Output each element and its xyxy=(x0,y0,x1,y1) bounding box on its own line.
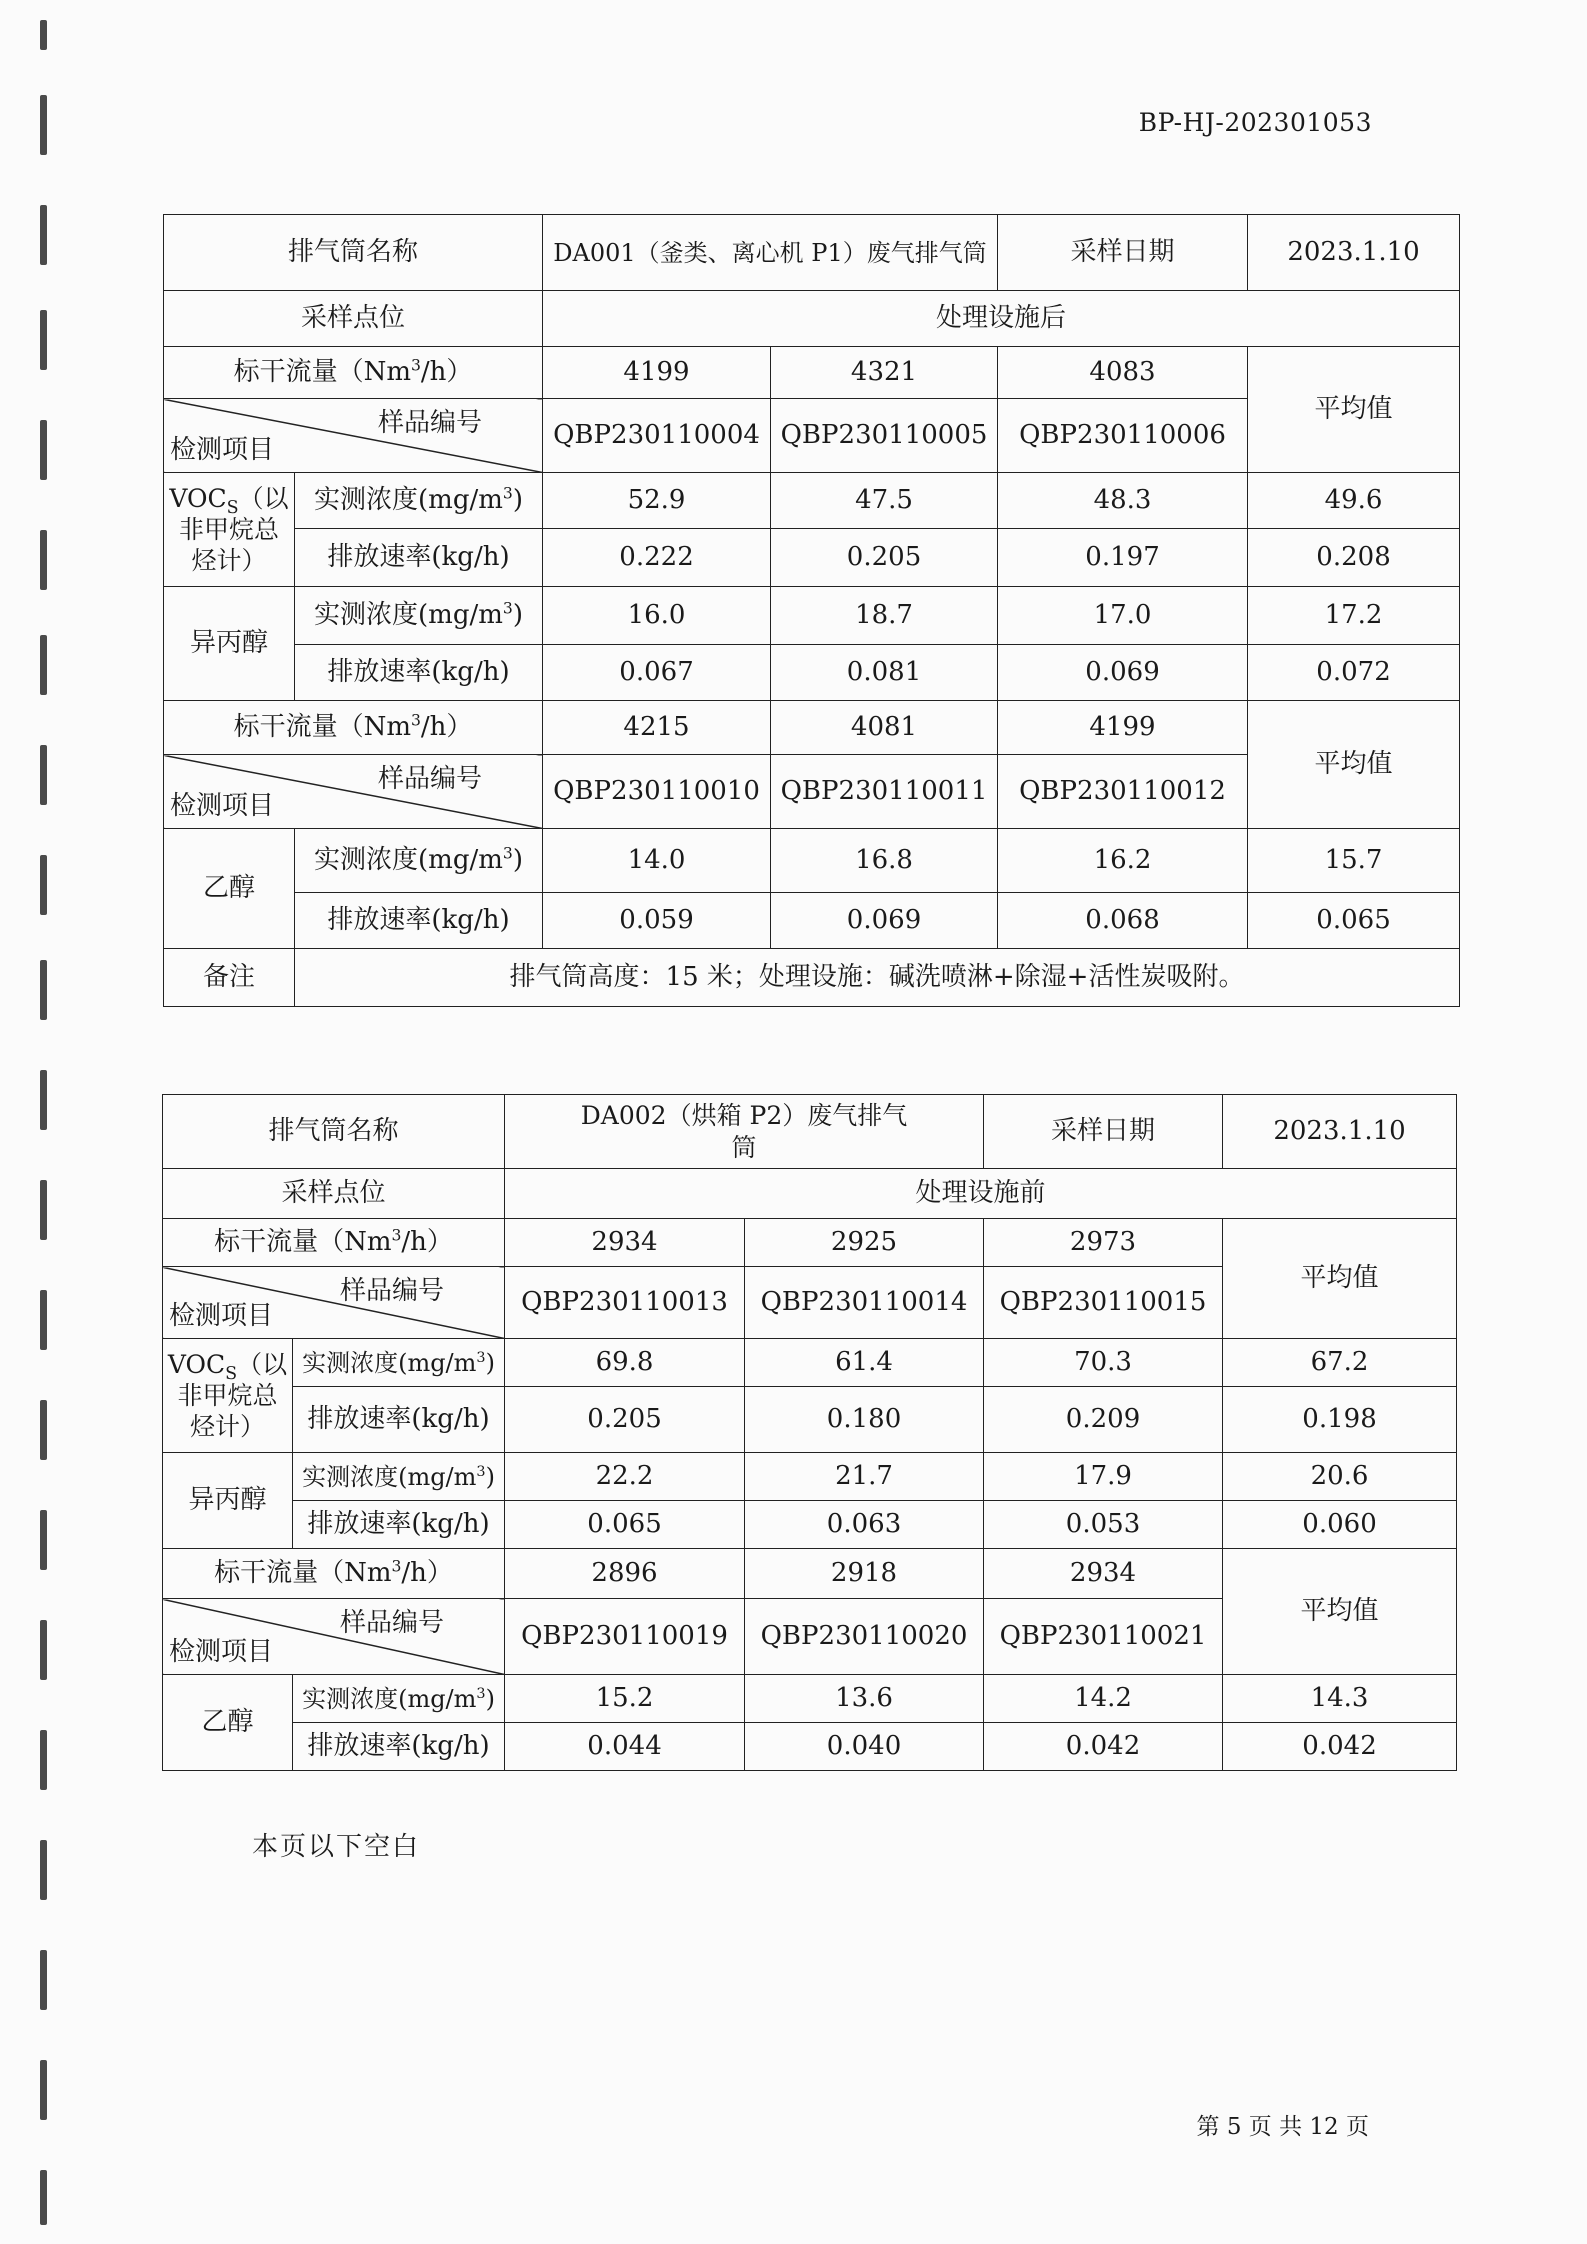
rate-label: 排放速率(kg/h) xyxy=(293,1723,505,1771)
vocs-rate: 0.180 xyxy=(745,1387,984,1453)
sample-id: QBP230110019 xyxy=(505,1599,745,1675)
rate-label: 排放速率(kg/h) xyxy=(293,1387,505,1453)
sample-id-label: 样品编号 xyxy=(340,1608,445,1638)
ipa-rate: 0.067 xyxy=(543,645,771,701)
emission-table-da002 xyxy=(162,1094,1457,1771)
flow-value: 4199 xyxy=(543,347,771,399)
binder-mark xyxy=(40,1070,47,1130)
vocs-concentration: 47.5 xyxy=(771,473,998,529)
sample-id-label: 样品编号 xyxy=(378,764,483,794)
binder-mark xyxy=(40,530,47,590)
average-header: 平均值 xyxy=(1223,1219,1457,1339)
concentration-label: 实测浓度$(mg/m^3)$ xyxy=(293,1453,505,1501)
page-number: 第 5 页 共 12 页 xyxy=(1196,2114,1369,2140)
sampling-point-value: 处理设施后 xyxy=(543,291,1460,347)
binder-mark xyxy=(40,1620,47,1680)
vocs-rate: 0.222 xyxy=(543,529,771,587)
ipa-concentration: 17.0 xyxy=(998,587,1248,645)
sample-id-label: 样品编号 xyxy=(378,408,483,438)
vocs-concentration: 52.9 xyxy=(543,473,771,529)
ipa-rate: 0.063 xyxy=(745,1501,984,1549)
vocs-rate: 0.209 xyxy=(984,1387,1223,1453)
vocs-rate-average: 0.198 xyxy=(1223,1387,1457,1453)
sample-id: QBP230110005 xyxy=(771,399,998,473)
flow-value: 4215 xyxy=(543,701,771,755)
remark-label: 备注 xyxy=(164,949,295,1007)
flow-value: 4083 xyxy=(998,347,1248,399)
binder-mark xyxy=(40,960,47,1020)
vocs-rate: 0.205 xyxy=(505,1387,745,1453)
ethanol-rate-average: 0.042 xyxy=(1223,1723,1457,1771)
ipa-concentration-average: 20.6 xyxy=(1223,1453,1457,1501)
ipa-rate: 0.069 xyxy=(998,645,1248,701)
ipa-concentration-average: 17.2 xyxy=(1248,587,1460,645)
stack-name-value: DA002（烘箱 P2）废气排气筒 xyxy=(505,1095,984,1169)
stack-name-label: 排气筒名称 xyxy=(164,215,543,291)
sampling-date-label: 采样日期 xyxy=(998,215,1248,291)
flow-value: 2918 xyxy=(745,1549,984,1599)
ethanol-label: 乙醇 xyxy=(164,829,295,949)
sample-id: QBP230110020 xyxy=(745,1599,984,1675)
binder-mark xyxy=(40,20,47,50)
sampling-date-value: 2023.1.10 xyxy=(1248,215,1460,291)
binder-mark xyxy=(40,1840,47,1900)
ipa-concentration: 18.7 xyxy=(771,587,998,645)
stack-name-label: 排气筒名称 xyxy=(163,1095,505,1169)
flow-value: 2973 xyxy=(984,1219,1223,1267)
binder-mark xyxy=(40,635,47,695)
sample-id: QBP230110006 xyxy=(998,399,1248,473)
flow-label: 标干流量（Nm$^3$/h） xyxy=(164,347,543,399)
sampling-point-label: 采样点位 xyxy=(164,291,543,347)
sampling-point-label: 采样点位 xyxy=(163,1169,505,1219)
ipa-rate-average: 0.060 xyxy=(1223,1501,1457,1549)
concentration-label: 实测浓度$(mg/m^3)$ xyxy=(295,829,543,893)
binder-mark xyxy=(40,95,47,155)
sample-id: QBP230110013 xyxy=(505,1267,745,1339)
concentration-label: 实测浓度$(mg/m^3)$ xyxy=(293,1339,505,1387)
binder-mark xyxy=(40,205,47,265)
ethanol-rate-average: 0.065 xyxy=(1248,893,1460,949)
ethanol-rate: 0.042 xyxy=(984,1723,1223,1771)
ethanol-concentration-average: 15.7 xyxy=(1248,829,1460,893)
vocs-concentration: 48.3 xyxy=(998,473,1248,529)
vocs-concentration-average: 49.6 xyxy=(1248,473,1460,529)
flow-label: 标干流量（Nm$^3$/h） xyxy=(163,1549,505,1599)
binder-mark xyxy=(40,2060,47,2120)
binder-mark xyxy=(40,1730,47,1790)
ethanol-rate: 0.040 xyxy=(745,1723,984,1771)
rate-label: 排放速率(kg/h) xyxy=(295,529,543,587)
sample-id: QBP230110015 xyxy=(984,1267,1223,1339)
flow-value: 2896 xyxy=(505,1549,745,1599)
document-number: BP-HJ-202301053 xyxy=(1138,108,1372,137)
rate-label: 排放速率(kg/h) xyxy=(293,1501,505,1549)
ethanol-concentration: 16.8 xyxy=(771,829,998,893)
flow-value: 2934 xyxy=(984,1549,1223,1599)
header-diagonal-cell xyxy=(164,755,543,829)
vocs-concentration: 70.3 xyxy=(984,1339,1223,1387)
binder-mark xyxy=(40,1180,47,1240)
ethanol-concentration: 16.2 xyxy=(998,829,1248,893)
binder-mark xyxy=(40,1950,47,2010)
binder-mark xyxy=(40,1400,47,1460)
header-diagonal-cell xyxy=(163,1267,505,1339)
vocs-concentration: 69.8 xyxy=(505,1339,745,1387)
ethanol-label: 乙醇 xyxy=(163,1675,293,1771)
flow-value: 2934 xyxy=(505,1219,745,1267)
concentration-label: 实测浓度$(mg/m^3)$ xyxy=(293,1675,505,1723)
flow-label: 标干流量（Nm$^3$/h） xyxy=(163,1219,505,1267)
ipa-concentration: 22.2 xyxy=(505,1453,745,1501)
binder-mark xyxy=(40,745,47,805)
vocs-rate-average: 0.208 xyxy=(1248,529,1460,587)
average-header: 平均值 xyxy=(1223,1549,1457,1675)
vocs-rate: 0.205 xyxy=(771,529,998,587)
ipa-rate: 0.065 xyxy=(505,1501,745,1549)
vocs-rate: 0.197 xyxy=(998,529,1248,587)
sampling-point-value: 处理设施前 xyxy=(505,1169,1457,1219)
test-item-label: 检测项目 xyxy=(170,790,275,821)
vocs-concentration-average: 67.2 xyxy=(1223,1339,1457,1387)
ipa-concentration: 17.9 xyxy=(984,1453,1223,1501)
flow-value: 2925 xyxy=(745,1219,984,1267)
binder-mark xyxy=(40,310,47,370)
sample-id: QBP230110004 xyxy=(543,399,771,473)
ipa-concentration: 16.0 xyxy=(543,587,771,645)
binder-mark xyxy=(40,855,47,915)
flow-value: 4321 xyxy=(771,347,998,399)
ethanol-concentration: 15.2 xyxy=(505,1675,745,1723)
ipa-rate-average: 0.072 xyxy=(1248,645,1460,701)
ethanol-concentration: 13.6 xyxy=(745,1675,984,1723)
ethanol-rate: 0.059 xyxy=(543,893,771,949)
ipa-label: 异丙醇 xyxy=(164,587,295,701)
vocs-concentration: 61.4 xyxy=(745,1339,984,1387)
test-item-label: 检测项目 xyxy=(170,434,275,465)
remark-value: 排气筒高度：15 米；处理设施：碱洗喷淋+除湿+活性炭吸附。 xyxy=(295,949,1460,1007)
vocs-label: $VOC_S$（以 非甲烷总 烃计） xyxy=(163,1339,293,1453)
ethanol-rate: 0.069 xyxy=(771,893,998,949)
concentration-label: 实测浓度$(mg/m^3)$ xyxy=(295,587,543,645)
flow-value: 4199 xyxy=(998,701,1248,755)
flow-label: 标干流量（Nm$^3$/h） xyxy=(164,701,543,755)
ethanol-rate: 0.044 xyxy=(505,1723,745,1771)
sample-id: QBP230110011 xyxy=(771,755,998,829)
average-header: 平均值 xyxy=(1248,701,1460,829)
binder-mark xyxy=(40,1510,47,1570)
ethanol-concentration: 14.0 xyxy=(543,829,771,893)
sample-id: QBP230110021 xyxy=(984,1599,1223,1675)
sampling-date-label: 采样日期 xyxy=(984,1095,1223,1169)
rate-label: 排放速率(kg/h) xyxy=(295,893,543,949)
ipa-rate: 0.053 xyxy=(984,1501,1223,1549)
binder-mark xyxy=(40,2170,47,2225)
sampling-date-value: 2023.1.10 xyxy=(1223,1095,1457,1169)
sample-id-label: 样品编号 xyxy=(340,1276,445,1306)
binder-mark xyxy=(40,1290,47,1350)
header-diagonal-cell xyxy=(164,399,543,473)
binder-mark xyxy=(40,420,47,480)
header-diagonal-cell xyxy=(163,1599,505,1675)
sample-id: QBP230110010 xyxy=(543,755,771,829)
flow-value: 4081 xyxy=(771,701,998,755)
vocs-label: $VOC_S$（以 非甲烷总 烃计） xyxy=(164,473,295,587)
blank-below-note: 本页以下空白 xyxy=(252,1832,421,1862)
ipa-concentration: 21.7 xyxy=(745,1453,984,1501)
ipa-rate: 0.081 xyxy=(771,645,998,701)
sample-id: QBP230110014 xyxy=(745,1267,984,1339)
emission-table-da001 xyxy=(163,214,1460,1007)
test-item-label: 检测项目 xyxy=(169,1636,274,1667)
ethanol-concentration-average: 14.3 xyxy=(1223,1675,1457,1723)
test-item-label: 检测项目 xyxy=(169,1300,274,1331)
average-header: 平均值 xyxy=(1248,347,1460,473)
sample-id: QBP230110012 xyxy=(998,755,1248,829)
ethanol-concentration: 14.2 xyxy=(984,1675,1223,1723)
stack-name-value: DA001（釜类、离心机 P1）废气排气筒 xyxy=(543,215,998,291)
ipa-label: 异丙醇 xyxy=(163,1453,293,1549)
ethanol-rate: 0.068 xyxy=(998,893,1248,949)
rate-label: 排放速率(kg/h) xyxy=(295,645,543,701)
concentration-label: 实测浓度$(mg/m^3)$ xyxy=(295,473,543,529)
